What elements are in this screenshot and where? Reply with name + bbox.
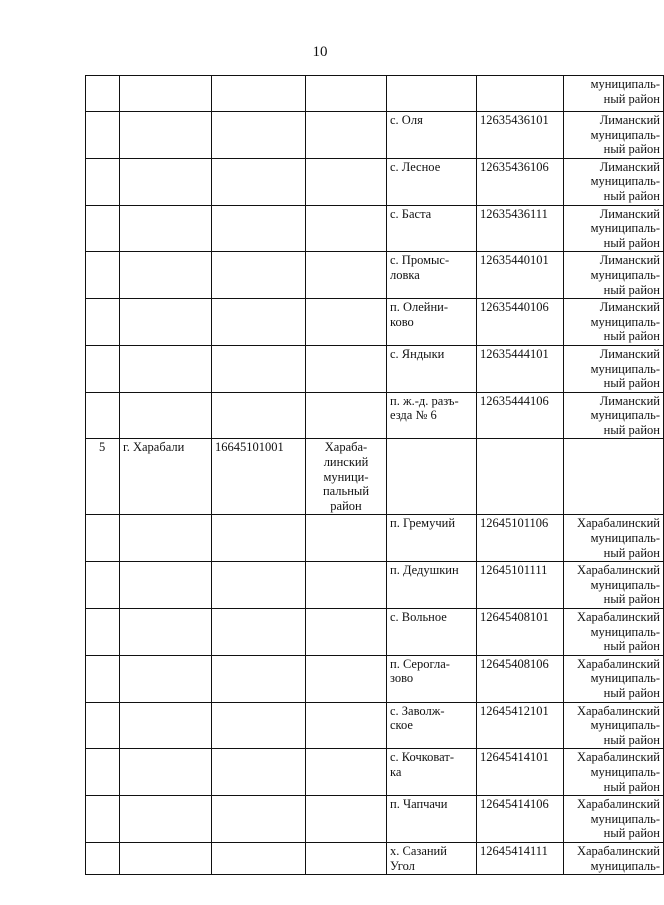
settlement-line: п. Чапчачи [390, 797, 448, 812]
table-row [86, 702, 664, 749]
district-line: муниципаль- [590, 77, 660, 91]
cell-number [86, 749, 120, 796]
cell-district [564, 158, 664, 205]
cell-municipality [306, 515, 387, 562]
cell-district [564, 796, 664, 843]
cell-settlement-code: 12645101111 [477, 562, 564, 609]
district-line: Лиманский [599, 300, 660, 315]
cell-municipality [306, 252, 387, 299]
cell-locality-code [212, 205, 306, 252]
settlement-line: п. Дедушкин [390, 563, 459, 578]
cell-settlement-code: 12645414101 [477, 749, 564, 796]
cell-district [564, 655, 664, 702]
district-line: Лиманский [599, 206, 660, 221]
cell-number [86, 842, 120, 874]
district-line: муниципаль- [590, 811, 660, 826]
cell-locality-name [120, 299, 212, 346]
cell-number [86, 515, 120, 562]
cell-settlement [387, 609, 477, 656]
settlement-line: с. Заволж- [390, 703, 445, 718]
district-line: ный район [603, 188, 660, 203]
cell-settlement-code: 12645412101 [477, 702, 564, 749]
cell-number [86, 702, 120, 749]
cell-settlement-code: 12645414106 [477, 796, 564, 843]
district-line: ный район [603, 282, 660, 297]
cell-settlement-code [477, 439, 564, 515]
cell-settlement [387, 392, 477, 439]
cell-locality-code [212, 562, 306, 609]
settlement-line: с. Яндыки [390, 346, 445, 361]
cell-settlement-code: 12645408101 [477, 609, 564, 656]
district-line: Харабалинский [576, 703, 660, 718]
district-line: ный район [603, 685, 660, 700]
cell-settlement [387, 515, 477, 562]
district-line: муниципаль- [590, 577, 660, 592]
cell-locality-name [120, 76, 212, 112]
settlement-line: с. Промыс- [390, 253, 450, 268]
settlement-line: с. Лесное [390, 159, 441, 174]
cell-number [86, 158, 120, 205]
district-line: муниципаль- [590, 314, 660, 329]
settlement-line: с. Баста [390, 206, 432, 221]
district-line: Лиманский [599, 393, 660, 408]
district-line: муниципаль- [590, 858, 660, 873]
district-line: ный район [603, 592, 660, 607]
cell-locality-code: 16645101001 [212, 439, 306, 515]
cell-district [564, 439, 664, 515]
municipality-line: район [330, 498, 362, 513]
cell-settlement [387, 655, 477, 702]
cell-district [564, 749, 664, 796]
cell-district [564, 515, 664, 562]
cell-locality-name: г. Харабали [120, 439, 212, 515]
cell-number [86, 609, 120, 656]
settlement-line: п. Олейни- [390, 300, 448, 315]
settlement-line: зово [390, 671, 414, 686]
cell-locality-name [120, 562, 212, 609]
district-line: муниципаль- [590, 361, 660, 376]
settlement-line: п. Гремучий [390, 516, 456, 531]
cell-locality-code [212, 299, 306, 346]
cell-locality-name [120, 158, 212, 205]
cell-settlement [387, 299, 477, 346]
district-line: Харабалинский [576, 656, 660, 671]
district-line: ный район [603, 235, 660, 250]
settlement-line: ково [390, 314, 414, 329]
cell-locality-name [120, 749, 212, 796]
settlements-table [85, 75, 664, 875]
cell-municipality [306, 112, 387, 159]
district-line: муниципаль- [590, 408, 660, 423]
cell-locality-code [212, 252, 306, 299]
cell-number [86, 345, 120, 392]
cell-settlement [387, 796, 477, 843]
district-line: ный район [603, 545, 660, 560]
district-line: муниципаль- [590, 671, 660, 686]
cell-locality-name [120, 842, 212, 874]
cell-settlement [387, 252, 477, 299]
table-row [86, 749, 664, 796]
cell-district [564, 76, 664, 112]
district-line: Харабалинский [576, 750, 660, 765]
cell-settlement [387, 345, 477, 392]
table-row [86, 252, 664, 299]
cell-locality-code [212, 112, 306, 159]
table-row [86, 439, 664, 515]
cell-municipality [306, 796, 387, 843]
district-line: муниципаль- [590, 267, 660, 282]
cell-locality-name [120, 702, 212, 749]
table-row [86, 515, 664, 562]
cell-locality-name [120, 655, 212, 702]
cell-settlement [387, 749, 477, 796]
cell-settlement [387, 158, 477, 205]
cell-municipality [306, 749, 387, 796]
table-row [86, 345, 664, 392]
cell-locality-name [120, 205, 212, 252]
cell-settlement [387, 112, 477, 159]
district-line: Харабалинский [576, 797, 660, 812]
cell-number [86, 252, 120, 299]
settlement-line: п. ж.-д. разъ- [390, 393, 459, 408]
district-line: муниципаль- [590, 127, 660, 142]
cell-settlement [387, 842, 477, 874]
cell-district [564, 299, 664, 346]
cell-municipality [306, 562, 387, 609]
cell-settlement-code [477, 76, 564, 112]
cell-municipality [306, 158, 387, 205]
district-line: ный район [603, 732, 660, 747]
cell-district [564, 345, 664, 392]
cell-settlement [387, 205, 477, 252]
cell-locality-code [212, 392, 306, 439]
cell-locality-name [120, 252, 212, 299]
municipality-line: линский [323, 455, 369, 470]
cell-locality-name [120, 515, 212, 562]
district-line: ный район [603, 91, 660, 106]
district-line: ный район [603, 142, 660, 157]
district-line: Харабалинский [576, 843, 660, 858]
cell-district [564, 112, 664, 159]
cell-settlement [387, 562, 477, 609]
settlement-line: с. Кочковат- [390, 750, 455, 765]
row-number: 5 [99, 440, 106, 455]
cell-settlement-code: 12645408106 [477, 655, 564, 702]
cell-number [86, 655, 120, 702]
district-line: Лиманский [599, 253, 660, 268]
cell-settlement-code: 12635436111 [477, 205, 564, 252]
cell-municipality [306, 205, 387, 252]
table-row [86, 299, 664, 346]
cell-locality-code [212, 655, 306, 702]
cell-number [86, 796, 120, 843]
cell-locality-code [212, 702, 306, 749]
cell-settlement-code: 12635436101 [477, 112, 564, 159]
cell-settlement-code: 12635440101 [477, 252, 564, 299]
cell-number [86, 112, 120, 159]
cell-municipality [306, 392, 387, 439]
cell-number [86, 205, 120, 252]
municipality-line: муници- [323, 469, 369, 484]
cell-locality-code [212, 796, 306, 843]
table-row [86, 392, 664, 439]
settlement-line: езда № 6 [390, 408, 437, 423]
district-line: муниципаль- [590, 624, 660, 639]
cell-district [564, 392, 664, 439]
cell-settlement [387, 76, 477, 112]
district-line: Харабалинский [576, 563, 660, 578]
cell-municipality [306, 702, 387, 749]
settlement-line: ка [390, 764, 402, 779]
cell-district [564, 562, 664, 609]
cell-number [86, 299, 120, 346]
cell-locality-code [212, 749, 306, 796]
cell-district [564, 702, 664, 749]
settlement-line: ловка [390, 267, 420, 282]
cell-settlement-code: 12645101106 [477, 515, 564, 562]
district-line: Лиманский [599, 346, 660, 361]
cell-locality-name [120, 392, 212, 439]
district-line: муниципаль- [590, 531, 660, 546]
settlement-line: ское [390, 718, 413, 733]
cell-settlement [387, 439, 477, 515]
district-line: ный район [603, 376, 660, 391]
settlement-line: с. Вольное [390, 610, 447, 624]
district-line: ный район [603, 422, 660, 437]
cell-locality-code [212, 158, 306, 205]
municipality-line: Хараба- [324, 440, 368, 455]
district-line: ный район [603, 826, 660, 841]
cell-settlement [387, 702, 477, 749]
table-body [86, 76, 664, 875]
cell-settlement-code: 12635444101 [477, 345, 564, 392]
cell-district [564, 609, 664, 656]
district-line: ный район [603, 779, 660, 794]
district-line: ный район [603, 329, 660, 344]
cell-municipality [306, 842, 387, 874]
cell-district [564, 252, 664, 299]
district-line: Лиманский [599, 113, 660, 127]
district-line: муниципаль- [590, 718, 660, 733]
table-row [86, 205, 664, 252]
cell-municipality [306, 345, 387, 392]
cell-municipality [306, 655, 387, 702]
settlement-line: Угол [390, 858, 415, 873]
district-line: Харабалинский [576, 516, 660, 531]
cell-locality-code [212, 515, 306, 562]
settlement-line: п. Серогла- [390, 656, 450, 671]
district-line: Лиманский [599, 159, 660, 174]
district-line: муниципаль- [590, 764, 660, 779]
settlement-line: х. Сазаний [390, 843, 447, 858]
district-line: ный район [603, 639, 660, 654]
table-row [86, 158, 664, 205]
table-row [86, 76, 664, 112]
cell-locality-code [212, 609, 306, 656]
cell-municipality [306, 609, 387, 656]
cell-number [86, 76, 120, 112]
district-line: муниципаль- [590, 221, 660, 236]
page-number: 10 [312, 44, 328, 60]
table-row [86, 796, 664, 843]
cell-district [564, 842, 664, 874]
table-row [86, 562, 664, 609]
cell-number [86, 562, 120, 609]
table-row [86, 655, 664, 702]
cell-locality-name [120, 112, 212, 159]
cell-locality-name [120, 345, 212, 392]
table-row [86, 842, 664, 874]
cell-locality-code [212, 76, 306, 112]
cell-settlement-code: 12645414111 [477, 842, 564, 874]
cell-settlement-code: 12635440106 [477, 299, 564, 346]
cell-number [86, 439, 120, 515]
cell-locality-code [212, 345, 306, 392]
cell-municipality [306, 76, 387, 112]
cell-municipality [306, 299, 387, 346]
table-row [86, 609, 664, 656]
cell-municipality [306, 439, 387, 515]
cell-number [86, 392, 120, 439]
cell-locality-name [120, 609, 212, 656]
table-row [86, 112, 664, 159]
cell-district [564, 205, 664, 252]
municipality-line: пальный [322, 484, 370, 499]
cell-settlement-code: 12635436106 [477, 158, 564, 205]
district-line: муниципаль- [590, 174, 660, 189]
cell-locality-code [212, 842, 306, 874]
cell-settlement-code: 12635444106 [477, 392, 564, 439]
cell-locality-name [120, 796, 212, 843]
settlement-line: с. Оля [390, 113, 423, 127]
district-line: Харабалинский [576, 610, 660, 624]
